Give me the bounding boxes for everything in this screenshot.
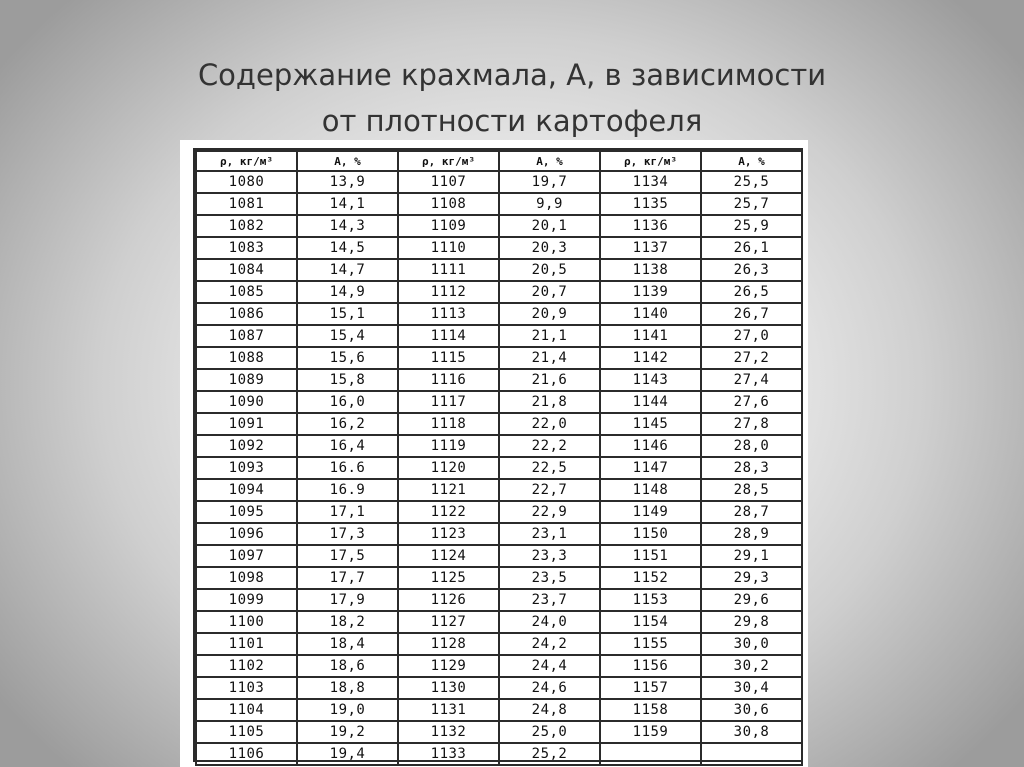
header-starch-2: А, % [499, 151, 600, 171]
density-cell: 1143 [600, 369, 701, 391]
density-cell: 1134 [600, 171, 701, 193]
table-row [196, 677, 802, 699]
density-cell: 1100 [196, 611, 297, 633]
starch-cell: 25,7 [701, 193, 802, 215]
table-row [196, 545, 802, 567]
table-row [196, 567, 802, 589]
starch-cell: 30,0 [701, 633, 802, 655]
starch-cell: 27,4 [701, 369, 802, 391]
density-cell: 1111 [398, 259, 499, 281]
starch-cell: 14,9 [297, 281, 398, 303]
header-starch-1: А, % [297, 151, 398, 171]
table-row [196, 479, 802, 501]
table-row [196, 193, 802, 215]
density-cell: 1087 [196, 325, 297, 347]
starch-cell: 19,0 [297, 699, 398, 721]
starch-cell: 25,2 [499, 743, 600, 765]
density-cell: 1103 [196, 677, 297, 699]
starch-cell: 22,7 [499, 479, 600, 501]
starch-cell: 19,4 [297, 743, 398, 765]
table-row [196, 281, 802, 303]
table-row [196, 171, 802, 193]
starch-cell: 20,7 [499, 281, 600, 303]
density-cell: 1121 [398, 479, 499, 501]
starch-cell: 19,2 [297, 721, 398, 743]
starch-cell: 20,1 [499, 215, 600, 237]
starch-cell: 27,2 [701, 347, 802, 369]
density-cell: 1119 [398, 435, 499, 457]
density-cell: 1117 [398, 391, 499, 413]
header-density-1: ρ, кг/м³ [196, 151, 297, 171]
table-row [196, 721, 802, 743]
table-header-row [196, 151, 802, 171]
starch-cell: 28,9 [701, 523, 802, 545]
density-cell: 1153 [600, 589, 701, 611]
density-cell: 1130 [398, 677, 499, 699]
starch-cell: 24,4 [499, 655, 600, 677]
table-row [196, 589, 802, 611]
starch-cell: 25,9 [701, 215, 802, 237]
starch-cell: 18,4 [297, 633, 398, 655]
slide-title [0, 52, 1024, 144]
starch-cell: 23,1 [499, 523, 600, 545]
starch-cell: 30,4 [701, 677, 802, 699]
starch-cell: 27,0 [701, 325, 802, 347]
table-image-panel [180, 140, 808, 767]
starch-cell: 24,2 [499, 633, 600, 655]
starch-cell: 30,8 [701, 721, 802, 743]
table-row [196, 325, 802, 347]
starch-cell: 24,0 [499, 611, 600, 633]
density-cell: 1089 [196, 369, 297, 391]
density-cell: 1145 [600, 413, 701, 435]
starch-cell: 23,3 [499, 545, 600, 567]
density-cell: 1112 [398, 281, 499, 303]
starch-cell: 17,5 [297, 545, 398, 567]
starch-cell: 14,3 [297, 215, 398, 237]
starch-cell: 26,3 [701, 259, 802, 281]
starch-cell: 22,2 [499, 435, 600, 457]
starch-cell: 26,7 [701, 303, 802, 325]
starch-cell: 30,2 [701, 655, 802, 677]
table-row [196, 523, 802, 545]
table-row [196, 391, 802, 413]
starch-cell: 15,8 [297, 369, 398, 391]
density-cell: 1099 [196, 589, 297, 611]
density-cell: 1123 [398, 523, 499, 545]
density-cell: 1159 [600, 721, 701, 743]
table-row [196, 699, 802, 721]
density-cell: 1107 [398, 171, 499, 193]
density-cell: 1095 [196, 501, 297, 523]
density-cell: 1106 [196, 743, 297, 765]
starch-cell: 15,4 [297, 325, 398, 347]
density-cell [600, 743, 701, 765]
header-density-2: ρ, кг/м³ [398, 151, 499, 171]
density-cell: 1155 [600, 633, 701, 655]
density-cell: 1148 [600, 479, 701, 501]
density-cell: 1096 [196, 523, 297, 545]
starch-cell: 21,8 [499, 391, 600, 413]
starch-cell: 14,5 [297, 237, 398, 259]
starch-cell: 17,3 [297, 523, 398, 545]
starch-cell: 21,4 [499, 347, 600, 369]
density-cell: 1124 [398, 545, 499, 567]
density-cell: 1158 [600, 699, 701, 721]
table-row [196, 303, 802, 325]
starch-cell: 16,4 [297, 435, 398, 457]
density-cell: 1115 [398, 347, 499, 369]
table-row [196, 457, 802, 479]
density-cell: 1146 [600, 435, 701, 457]
density-cell: 1154 [600, 611, 701, 633]
starch-cell: 16,0 [297, 391, 398, 413]
starch-cell: 23,7 [499, 589, 600, 611]
starch-cell: 21,1 [499, 325, 600, 347]
density-cell: 1133 [398, 743, 499, 765]
density-cell: 1126 [398, 589, 499, 611]
starch-cell: 17,9 [297, 589, 398, 611]
density-cell: 1137 [600, 237, 701, 259]
density-cell: 1108 [398, 193, 499, 215]
starch-density-table [195, 150, 803, 766]
density-cell: 1136 [600, 215, 701, 237]
starch-cell: 27,8 [701, 413, 802, 435]
density-cell: 1083 [196, 237, 297, 259]
density-cell: 1150 [600, 523, 701, 545]
starch-cell: 23,5 [499, 567, 600, 589]
density-cell: 1104 [196, 699, 297, 721]
density-cell: 1093 [196, 457, 297, 479]
density-cell: 1128 [398, 633, 499, 655]
density-cell: 1114 [398, 325, 499, 347]
starch-cell: 28,0 [701, 435, 802, 457]
density-cell: 1120 [398, 457, 499, 479]
starch-cell: 17,1 [297, 501, 398, 523]
starch-cell: 29,8 [701, 611, 802, 633]
density-cell: 1129 [398, 655, 499, 677]
slide-title-line-1: Содержание крахмала, А, в зависимости [197, 58, 827, 92]
header-density-3: ρ, кг/м³ [600, 151, 701, 171]
density-cell: 1125 [398, 567, 499, 589]
starch-cell: 22,9 [499, 501, 600, 523]
density-cell: 1142 [600, 347, 701, 369]
table-row [196, 611, 802, 633]
starch-cell: 15,6 [297, 347, 398, 369]
density-cell: 1152 [600, 567, 701, 589]
density-cell: 1122 [398, 501, 499, 523]
density-cell: 1157 [600, 677, 701, 699]
density-cell: 1110 [398, 237, 499, 259]
density-cell: 1151 [600, 545, 701, 567]
density-cell: 1097 [196, 545, 297, 567]
starch-cell: 19,7 [499, 171, 600, 193]
density-cell: 1140 [600, 303, 701, 325]
table-row [196, 237, 802, 259]
table-row [196, 633, 802, 655]
table-row [196, 369, 802, 391]
density-cell: 1138 [600, 259, 701, 281]
starch-cell: 14,7 [297, 259, 398, 281]
starch-cell: 20,5 [499, 259, 600, 281]
starch-cell: 30,6 [701, 699, 802, 721]
density-cell: 1116 [398, 369, 499, 391]
header-starch-3: А, % [701, 151, 802, 171]
density-cell: 1082 [196, 215, 297, 237]
starch-cell: 24,8 [499, 699, 600, 721]
density-cell: 1102 [196, 655, 297, 677]
starch-cell: 14,1 [297, 193, 398, 215]
starch-cell: 26,5 [701, 281, 802, 303]
starch-cell: 9,9 [499, 193, 600, 215]
starch-cell: 15,1 [297, 303, 398, 325]
starch-cell: 22,5 [499, 457, 600, 479]
density-cell: 1098 [196, 567, 297, 589]
starch-cell: 24,6 [499, 677, 600, 699]
density-cell: 1084 [196, 259, 297, 281]
density-cell: 1144 [600, 391, 701, 413]
density-cell: 1113 [398, 303, 499, 325]
starch-cell: 28,5 [701, 479, 802, 501]
density-cell: 1105 [196, 721, 297, 743]
starch-cell: 25,5 [701, 171, 802, 193]
starch-cell: 18,6 [297, 655, 398, 677]
density-cell: 1141 [600, 325, 701, 347]
density-cell: 1091 [196, 413, 297, 435]
density-cell: 1156 [600, 655, 701, 677]
table-row [196, 655, 802, 677]
starch-cell: 27,6 [701, 391, 802, 413]
density-cell: 1080 [196, 171, 297, 193]
density-cell: 1085 [196, 281, 297, 303]
density-cell: 1139 [600, 281, 701, 303]
starch-cell: 16.9 [297, 479, 398, 501]
starch-cell: 28,3 [701, 457, 802, 479]
starch-cell: 25,0 [499, 721, 600, 743]
starch-cell: 17,7 [297, 567, 398, 589]
starch-cell [701, 743, 802, 765]
table-row [196, 215, 802, 237]
density-cell: 1094 [196, 479, 297, 501]
table-row [196, 435, 802, 457]
starch-cell: 21,6 [499, 369, 600, 391]
starch-cell: 26,1 [701, 237, 802, 259]
density-cell: 1109 [398, 215, 499, 237]
table-row [196, 501, 802, 523]
density-cell: 1135 [600, 193, 701, 215]
starch-cell: 29,1 [701, 545, 802, 567]
starch-cell: 20,9 [499, 303, 600, 325]
density-cell: 1101 [196, 633, 297, 655]
starch-cell: 20,3 [499, 237, 600, 259]
starch-cell: 18,8 [297, 677, 398, 699]
density-cell: 1090 [196, 391, 297, 413]
table-row [196, 347, 802, 369]
starch-cell: 18,2 [297, 611, 398, 633]
starch-cell: 16,2 [297, 413, 398, 435]
table-body [196, 171, 802, 765]
starch-cell: 28,7 [701, 501, 802, 523]
slide-title-line-2: от плотности картофеля [321, 104, 703, 138]
table-row [196, 743, 802, 765]
density-cell: 1081 [196, 193, 297, 215]
density-cell: 1118 [398, 413, 499, 435]
density-cell: 1086 [196, 303, 297, 325]
density-cell: 1147 [600, 457, 701, 479]
density-cell: 1088 [196, 347, 297, 369]
table-row [196, 259, 802, 281]
density-cell: 1127 [398, 611, 499, 633]
starch-cell: 29,3 [701, 567, 802, 589]
density-cell: 1131 [398, 699, 499, 721]
starch-cell: 22,0 [499, 413, 600, 435]
density-cell: 1092 [196, 435, 297, 457]
density-cell: 1149 [600, 501, 701, 523]
density-cell: 1132 [398, 721, 499, 743]
starch-cell: 13,9 [297, 171, 398, 193]
table-row [196, 413, 802, 435]
starch-cell: 29,6 [701, 589, 802, 611]
starch-cell: 16.6 [297, 457, 398, 479]
